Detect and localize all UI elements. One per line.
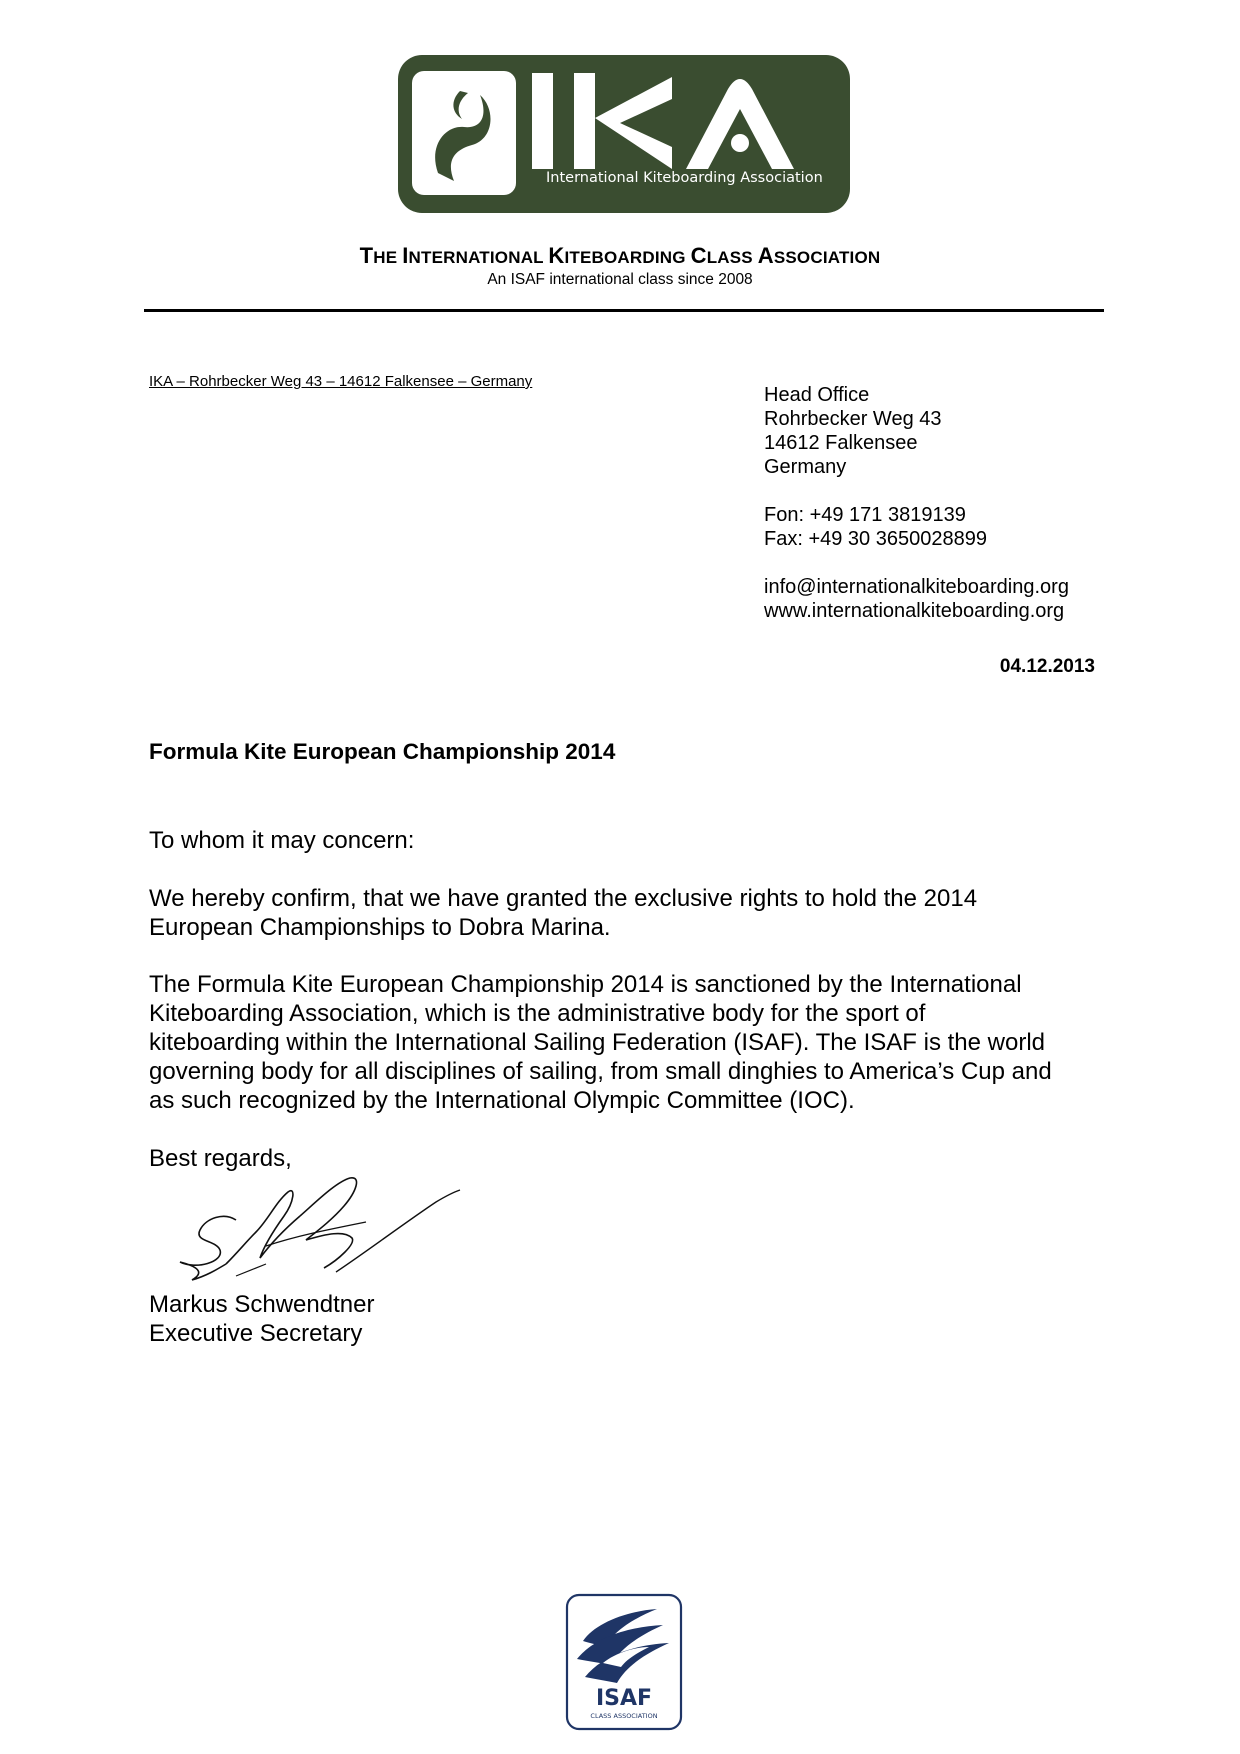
isaf-logo-subtitle: CLASS ASSOCIATION bbox=[590, 1712, 658, 1720]
closing: Best regards, bbox=[149, 1145, 292, 1172]
office-label: Head Office bbox=[764, 384, 870, 406]
signer-name: Markus Schwendtner bbox=[149, 1291, 375, 1318]
signer-title: Executive Secretary bbox=[149, 1320, 363, 1347]
fax: Fax: +49 30 3650028899 bbox=[764, 528, 987, 550]
isaf-logo-name: ISAF bbox=[595, 1686, 653, 1711]
organization-name: THE INTERNATIONAL KITEBOARDING CLASS ASSOCIATION bbox=[359, 243, 881, 268]
body-paragraph-1: We hereby confirm, that we have granted the exclusive rights to hold the 2014 European Championships to Dobra Marina. bbox=[149, 885, 978, 941]
sender-return-address: IKA – Rohrbecker Weg 43 – 14612 Falkensee – Germany bbox=[149, 373, 533, 390]
country: Germany bbox=[764, 456, 847, 478]
phone: Fon: +49 171 3819139 bbox=[764, 504, 966, 526]
ika-logo bbox=[398, 55, 850, 213]
isaf-logo bbox=[565, 1593, 683, 1731]
address-block bbox=[764, 383, 1069, 623]
letter-subject: Formula Kite European Championship 2014 bbox=[149, 739, 616, 764]
body-paragraph-2: The Formula Kite European Championship 2014 is sanctioned by the International Kiteboarding Association, which is the administrative body for the sport of kiteboarding within the International Sailing Federation (ISAF). The ISAF is the world governing body for all disciplines of sailing, from small dinghies to America’s Cup and as such recognized by the International Olympic Committee (IOC). bbox=[149, 971, 1052, 1114]
email-link[interactable]: info@internationalkiteboarding.org bbox=[764, 576, 1069, 598]
ika-tagline: International Kiteboarding Association bbox=[546, 170, 823, 186]
salutation: To whom it may concern: bbox=[149, 827, 415, 854]
letter-date: 04.12.2013 bbox=[999, 656, 1095, 677]
website-link[interactable]: www.internationalkiteboarding.org bbox=[764, 600, 1065, 622]
organization-subtitle: An ISAF international class since 2008 bbox=[487, 271, 753, 288]
street: Rohrbecker Weg 43 bbox=[764, 408, 942, 430]
signature bbox=[176, 1172, 461, 1290]
header-divider bbox=[144, 309, 1104, 312]
city: 14612 Falkensee bbox=[764, 432, 918, 454]
